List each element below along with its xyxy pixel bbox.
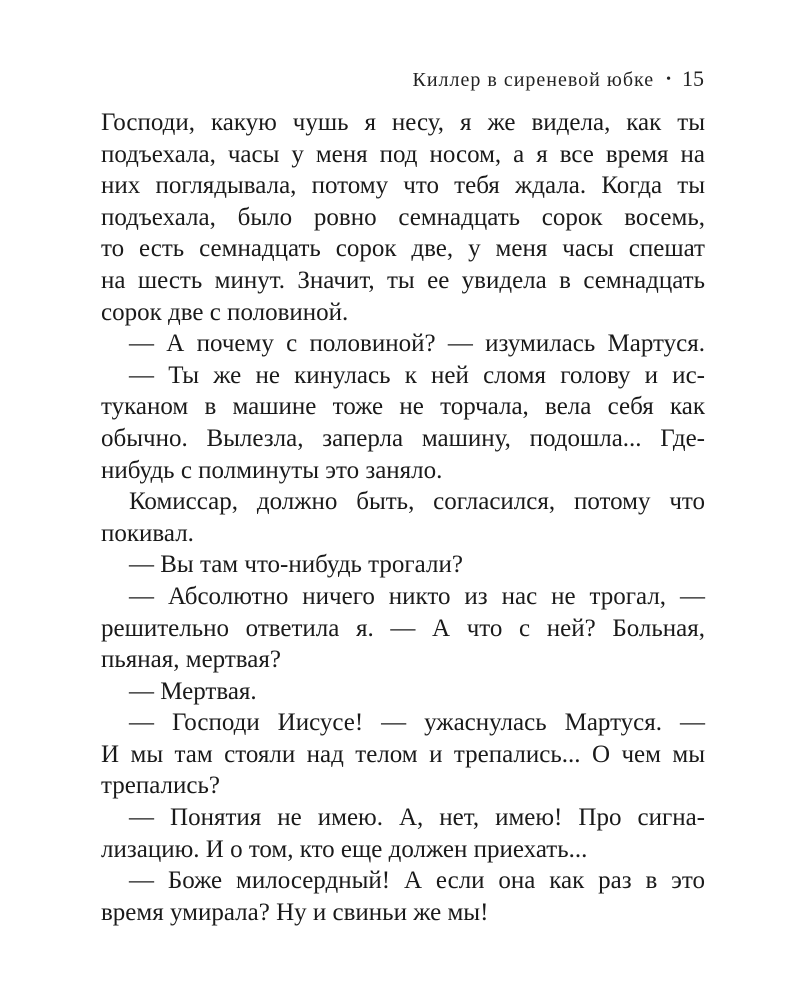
header-separator: • (666, 72, 672, 87)
text-line: подъехала, было ровно семнадцать сорок восемь, (101, 203, 705, 231)
text-line: Господи, какую чушь я несу, я же видела, как ты (101, 109, 705, 136)
text-line: них поглядывала, потому что тебя ждала. Когда ты (101, 172, 705, 200)
running-header (413, 66, 705, 92)
text-line: покивал. (101, 519, 194, 547)
text-line: — Мертвая. (129, 677, 257, 705)
page-number: 15 (682, 66, 704, 91)
text-line: — Ты же не кинулась к ней сломя голову и ис- (129, 361, 705, 389)
text-line: — Абсолютно ничего никто из нас не трогал, — (129, 582, 705, 610)
body-text (101, 107, 705, 928)
text-line: — А почему с половиной? — изумилась Мартуся. (129, 330, 705, 358)
text-line: на шесть минут. Значит, ты ее увидела в семнадцать (101, 266, 705, 294)
text-line: Комиссар, должно быть, согласился, потому что (129, 488, 705, 516)
text-line: пьяная, мертвая? (101, 646, 281, 674)
text-line: обычно. Вылезла, заперла машину, подошла... Где- (101, 424, 705, 452)
text-line: нибудь с полминуты это заняло. (101, 456, 443, 484)
text-line: туканом в машине тоже не торчала, вела себя как (101, 393, 705, 421)
text-line: — Боже милосердный! А если она как раз в это (129, 867, 705, 895)
text-line: — Вы там что-нибудь трогали? (129, 551, 463, 579)
text-line: — Понятия не имею. А, нет, имею! Про сигна- (129, 804, 705, 832)
text-line: трепались? (101, 772, 220, 800)
text-line: лизацию. И о том, кто еще должен приехать... (101, 835, 588, 863)
book-title: Киллер в сиреневой юбке (412, 69, 655, 91)
text-line: решительно ответила я. — А что с ней? Больная, (101, 614, 705, 642)
text-line: подъехала, часы у меня под носом, а я все время на (101, 140, 705, 168)
text-line: И мы там стояли над телом и трепались... О чем мы (101, 740, 705, 768)
text-line: сорок две с половиной. (101, 298, 349, 326)
text-line: — Господи Иисусе! — ужаснулась Мартуся. — (129, 709, 705, 737)
text-line: то есть семнадцать сорок две, у меня часы спешат (101, 235, 705, 263)
text-line: время умирала? Ну и свиньи же мы! (101, 898, 489, 926)
